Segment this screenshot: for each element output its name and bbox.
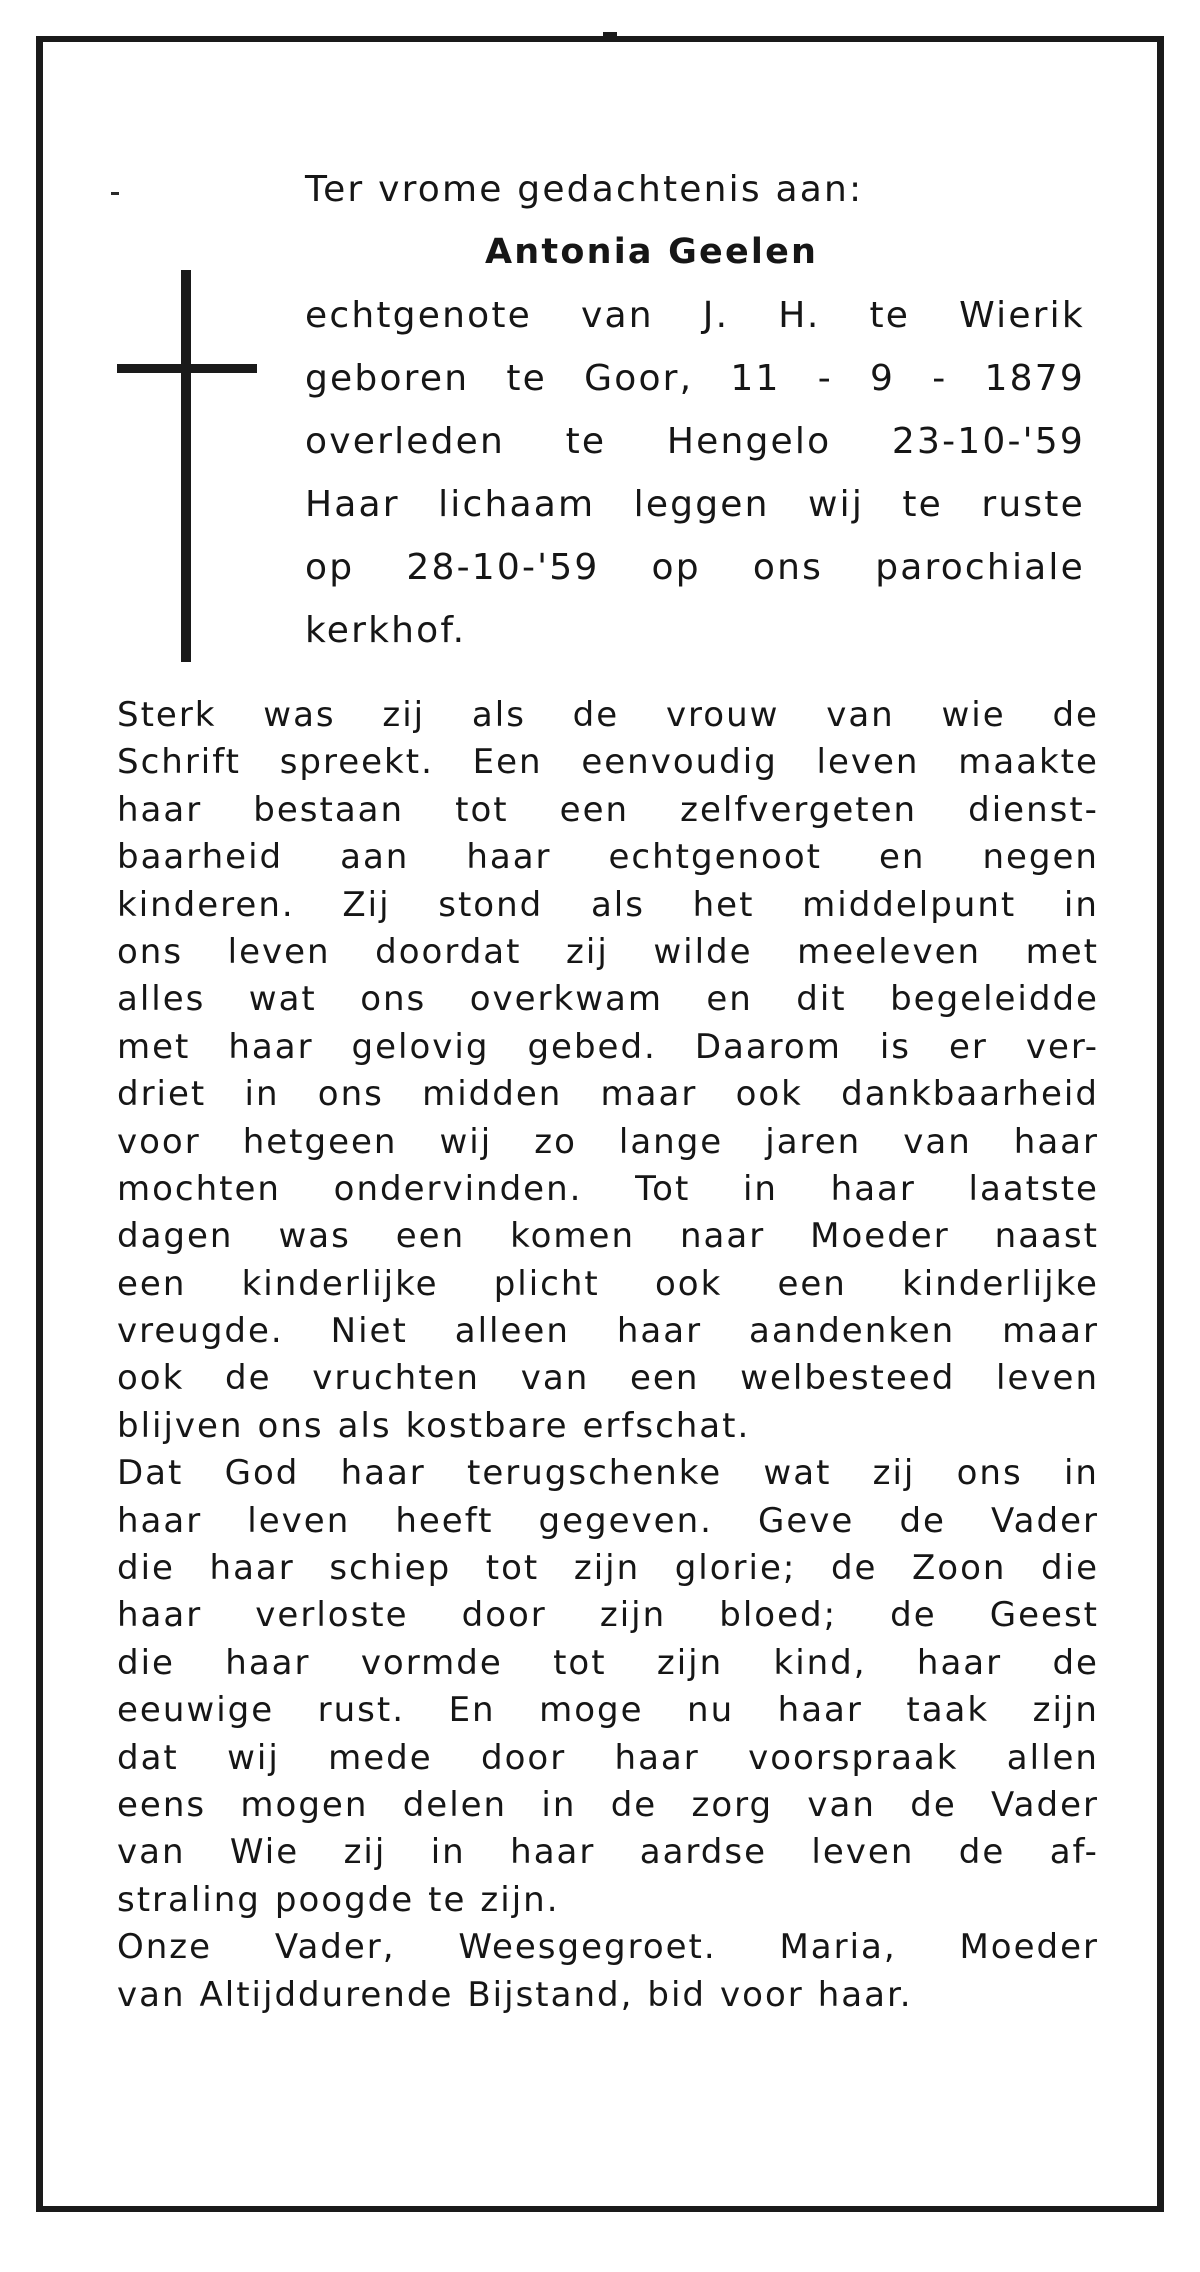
word: 28-10-'59	[406, 547, 600, 588]
body-line: ons leven doordat zij wilde meeleven met	[117, 931, 1099, 972]
word: lichaam	[438, 484, 596, 525]
word: op	[305, 547, 355, 588]
body-line: kinderen. Zij stond als het middelpunt in	[117, 884, 1099, 925]
word: geboren	[305, 358, 470, 399]
word: -	[932, 358, 948, 399]
word: te	[506, 358, 548, 399]
word: Haar	[305, 484, 400, 525]
word: J.	[702, 295, 730, 336]
word: te	[565, 421, 607, 462]
body-line: dat wij mede door haar voorspraak allen	[117, 1737, 1099, 1778]
header-detail-line	[305, 347, 1085, 410]
word: 23-10-'59	[891, 421, 1085, 462]
body-line: van Altijddurende Bijstand, bid voor haar.	[117, 1974, 913, 2015]
body-line: van Wie zij in haar aardse leven de af-	[117, 1832, 1099, 1873]
body-line: haar bestaan tot een zelfvergeten dienst-	[117, 789, 1099, 830]
body-line: driet in ons midden maar ook dankbaarheid	[117, 1074, 1099, 1115]
word: ons	[752, 547, 824, 588]
body-line: vreugde. Niet alleen haar aandenken maar	[117, 1311, 1099, 1352]
body-line: mochten ondervinden. Tot in haar laatste	[117, 1168, 1099, 1209]
body-line: alles wat ons overkwam en dit begeleidde	[117, 979, 1099, 1020]
word: 11	[730, 358, 781, 399]
intro-line: Ter vrome gedachtenis aan:	[305, 169, 864, 210]
word: overleden	[305, 421, 506, 462]
word: Goor,	[584, 358, 694, 399]
body-text	[117, 692, 1099, 2019]
word: Hengelo	[666, 421, 832, 462]
word: leggen	[633, 484, 770, 525]
body-line: haar verloste door zijn bloed; de Geest	[117, 1595, 1099, 1636]
body-line: haar leven heeft gegeven. Geve de Vader	[117, 1500, 1099, 1541]
word: 1879	[984, 358, 1085, 399]
word: kerkhof.	[305, 610, 467, 651]
body-line: Schrift spreekt. Een eenvoudig leven maakte	[117, 742, 1099, 783]
print-speck	[111, 192, 119, 195]
body-line: Dat God haar terugschenke wat zij ons in	[117, 1453, 1099, 1494]
word: parochiale	[875, 547, 1085, 588]
header-detail-line	[305, 536, 1085, 599]
body-line: die haar vormde tot zijn kind, haar de	[117, 1642, 1099, 1683]
word: wij	[807, 484, 865, 525]
body-line: die haar schiep tot zijn glorie; de Zoon die	[117, 1548, 1099, 1589]
header-detail-line	[305, 284, 1085, 347]
word: van	[580, 295, 654, 336]
word: te	[869, 295, 911, 336]
word: 9	[870, 358, 896, 399]
cross-icon	[117, 270, 257, 662]
header-details	[305, 284, 1105, 662]
body-line: dagen was een komen naar Moeder naast	[117, 1216, 1099, 1257]
word: H.	[778, 295, 821, 336]
header-block	[305, 158, 1105, 662]
body-line: eens mogen delen in de zorg van de Vader	[117, 1784, 1099, 1825]
deceased-name: Antonia Geelen	[485, 232, 819, 272]
header-detail-line	[305, 410, 1085, 473]
body-line: Onze Vader, Weesgegroet. Maria, Moeder	[117, 1927, 1099, 1968]
body-line: straling poogde te zijn.	[117, 1879, 560, 1920]
word: echtgenote	[305, 295, 532, 336]
word: op	[651, 547, 701, 588]
body-line: Sterk was zij als de vrouw van wie de	[117, 695, 1099, 735]
word: Wierik	[959, 295, 1085, 336]
body-line: met haar gelovig gebed. Daarom is er ver-	[117, 1026, 1099, 1067]
body-line: voor hetgeen wij zo lange jaren van haar	[117, 1121, 1099, 1162]
border-notch	[603, 32, 617, 41]
body-line: blijven ons als kostbare erfschat.	[117, 1405, 751, 1446]
word: -	[817, 358, 833, 399]
body-line: baarheid aan haar echtgenoot en negen	[117, 837, 1099, 878]
body-line: eeuwige rust. En moge nu haar taak zijn	[117, 1690, 1099, 1731]
header-detail-line	[305, 473, 1085, 536]
memorial-card	[36, 36, 1164, 2212]
body-line: ook de vruchten van een welbesteed leven	[117, 1358, 1099, 1399]
body-line: een kinderlijke plicht ook een kinderlijke	[117, 1263, 1099, 1304]
header-detail-line	[305, 599, 1105, 662]
word: ruste	[981, 484, 1085, 525]
word: te	[902, 484, 944, 525]
